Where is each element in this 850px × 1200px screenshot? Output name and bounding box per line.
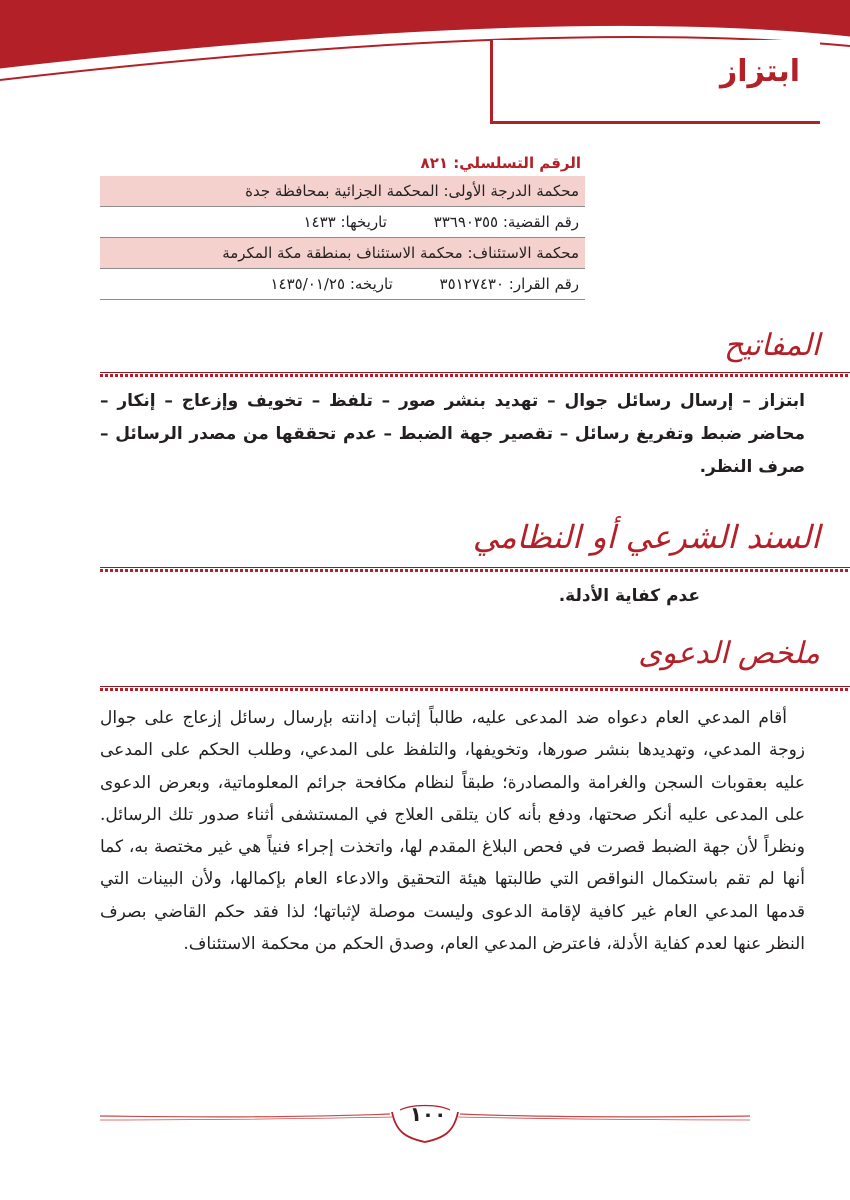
appeal-court-row <box>100 238 585 269</box>
case-info-table <box>100 150 585 300</box>
serial-number: الرقم التسلسلي: ٨٢١ <box>420 154 581 172</box>
summary-text <box>100 702 805 960</box>
basis-text: عدم كفاية الأدلة. <box>558 586 700 606</box>
basis-divider <box>100 567 850 573</box>
case-number-row <box>100 207 585 238</box>
keywords-heading: المفاتيح <box>724 328 820 363</box>
first-court-row <box>100 176 585 207</box>
summary-paragraph: أقام المدعي العام دعواه ضد المدعى عليه، طالباً إثبات إدانته بإرسال رسائل إزعاج على جوال زوجة المدعي، وتهديدها بنشر صورها، وتخويفها، والتلفظ على المدعي، وطلب الحكم على المدعى عليه بعقوبات السجن والغرامة والمصادرة؛ طبقاً لنظام مكافحة جرائم المعلوماتية، وبعرض الدعوى على المدعى عليه أنكر صحتها، ودفع بأنه كان يتلقى العلاج في المستشفى أثناء صدور تلك الرسائل. ونظراً لأن جهة الضبط قصرت في فحص البلاغ المقدم لها، واتخذت إجراء فنياً هي غير مختصة به، كما أنها لم تقم باستكمال النواقص التي طالبتها هيئة التحقيق والادعاء العام بإكمالها، ولأن البينات التي قدمها المدعي العام غير كافية لإقامة الدعوى وليست موصلة لإثباتها؛ لذا فقد حكم القاضي بصرف النظر عنها لعدم كفاية الأدلة، فاعترض المدعي العام، وصدق الحكم من محكمة الاستئناف. <box>100 708 805 955</box>
case-number: رقم القضية: ٣٣٦٩٠٣٥٥ <box>433 213 579 231</box>
decision-number-row <box>100 269 585 300</box>
first-court: محكمة الدرجة الأولى: المحكمة الجزائية بمحافظة جدة <box>245 182 579 200</box>
decision-date: تاريخه: ١٤٣٥/٠١/٢٥ <box>270 275 393 293</box>
keywords-divider <box>100 372 850 378</box>
summary-heading: ملخص الدعوى <box>638 636 820 671</box>
page-title: ابتزاز <box>719 54 800 89</box>
summary-divider <box>100 686 850 692</box>
page-number: ١٠٠ <box>409 1102 447 1126</box>
basis-heading: السند الشرعي أو النظامي <box>472 518 820 556</box>
decision-number: رقم القرار: ٣٥١٢٧٤٣٠ <box>439 275 579 293</box>
title-box <box>490 40 820 124</box>
keywords-text: ابتزاز – إرسال رسائل جوال – تهديد بنشر صور – تلفظ – تخويف وإزعاج – إنكار – محاضر ضبط وتفريغ رسائل – تقصير جهة الضبط – عدم تحققها من مصدر الرسائل – صرف النظر. <box>100 391 805 477</box>
case-date: تاريخها: ١٤٣٣ <box>303 213 387 231</box>
appeal-court: محكمة الاستئناف: محكمة الاستئناف بمنطقة مكة المكرمة <box>222 244 579 262</box>
